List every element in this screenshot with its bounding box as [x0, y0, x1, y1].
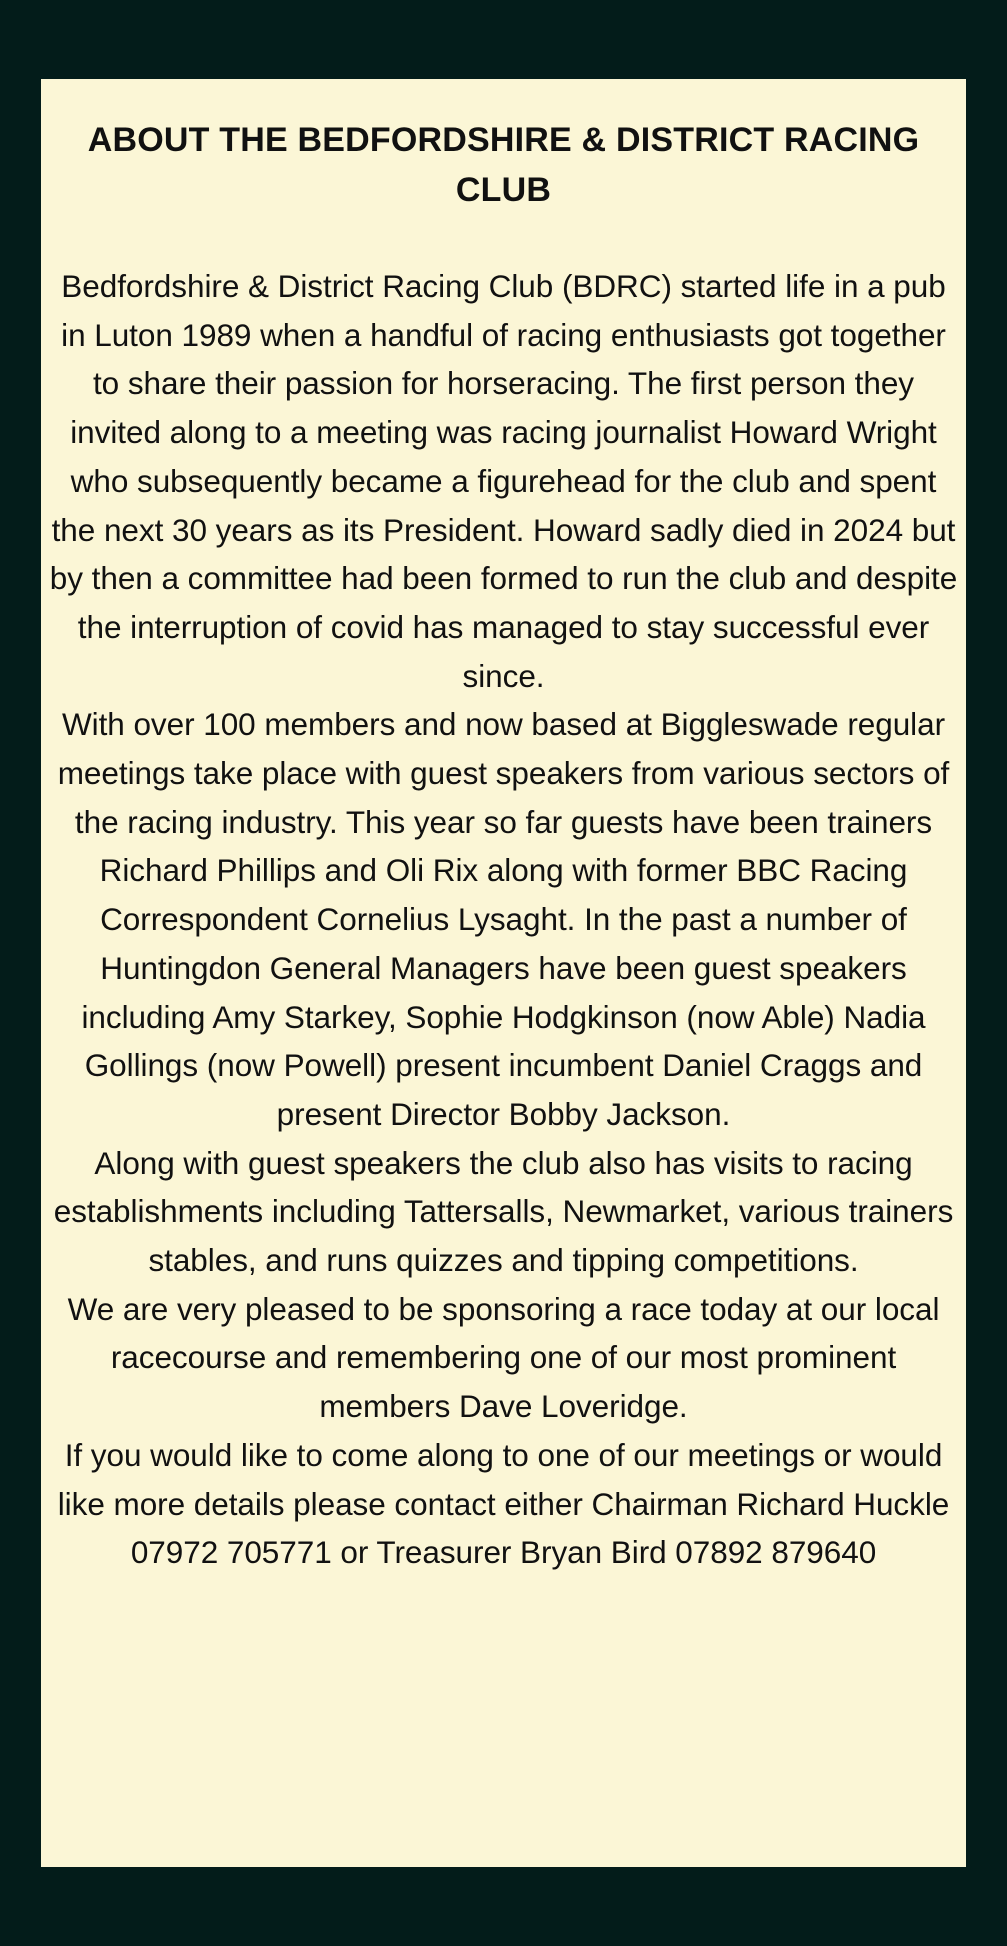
paragraph-contact: If you would like to come along to one of our meetings or would like more details please contact either Chairman Richard Huckle 07972 705771 or Treasurer Bryan Bird 07892 879640 [57, 1436, 950, 1571]
paragraph-members-and-speakers: With over 100 members and now based at Biggleswade regular meetings take place with guest speakers from various sectors of the racing industry. This year so far guests have been trainers Richard Phillips and Oli Rix along with former BBC Racing Correspondent Cornelius Lysaght. In the past a number of Huntingdon General Managers have been guest speakers including Amy Starkey, Sophie Hodgkinson (now Able) Nadia Gollings (now Powell) present incumbent Daniel Craggs and present Director Bobby Jackson. [57, 706, 950, 1132]
paragraph-history: Bedfordshire & District Racing Club (BDRC) started life in a pub in Luton 1989 when a handful of racing enthusiasts got together to share their passion for horseracing. The first person they invited along to a meeting was racing journalist Howard Wright who subsequently became a figurehead for the club and spent the next 30 years as its President. Howard sadly died in 2024 but by then a committee had been formed to run the club and despite the interruption of covid has managed to stay successful ever since. [49, 268, 958, 694]
page-title: ABOUT THE BEDFORDSHIRE & DISTRICT RACING CLUB [87, 121, 920, 209]
paragraph-sponsorship: We are very pleased to be sponsoring a race today at our local racecourse and remembering one of our most prominent members Dave Loveridge. [67, 1290, 940, 1425]
about-card [41, 79, 966, 1867]
paragraph-visits-and-activities: Along with guest speakers the club also has visits to racing establishments including Tattersalls, Newmarket, various trainers stables, and runs quizzes and tipping competitions. [53, 1144, 954, 1279]
